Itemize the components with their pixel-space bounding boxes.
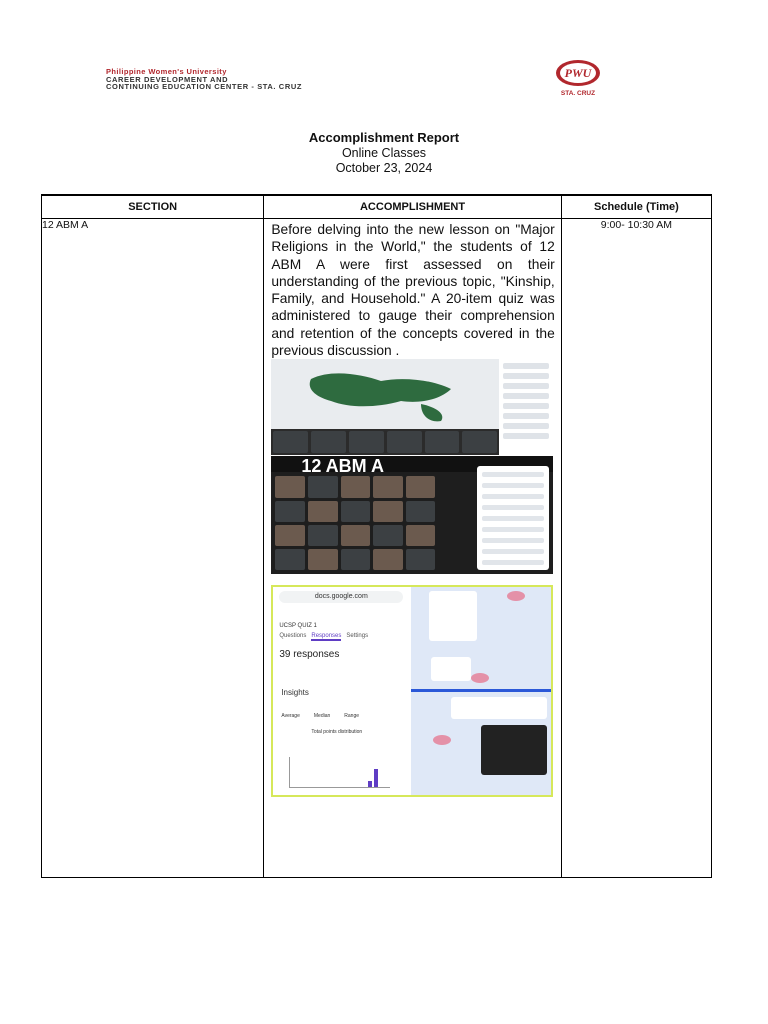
video-grid — [275, 476, 435, 570]
people-panel — [477, 466, 549, 570]
org-dept-line1: CAREER DEVELOPMENT AND — [106, 74, 229, 84]
report-date: October 23, 2024 — [335, 161, 433, 175]
distribution-bar-1 — [368, 781, 372, 787]
header-section: SECTION — [42, 195, 264, 219]
chat-card-1 — [429, 591, 477, 641]
accomplishment-text: Before delving into the new lesson on "Major Religions in the World," the students of 12 ABM A were first assessed on their understanding of the previous topic, "Kinship, Family, and Household." A 20-item quiz was administered to gauge their comprehension and retention of the concepts covered in the previous discussion . — [271, 222, 555, 359]
browser-url-bar: docs.google.com — [279, 591, 403, 603]
table-row — [42, 219, 712, 878]
org-dept-line2: CONTINUING EDUCATION CENTER - STA. CRUZ — [106, 82, 303, 91]
report-subtitle: Online Classes — [341, 146, 427, 160]
chat-divider — [411, 689, 553, 692]
accomplishment-table — [41, 194, 712, 878]
lips-decoration-2 — [471, 673, 489, 683]
stat-median: Median — [313, 713, 331, 720]
points-distribution-chart — [289, 757, 390, 788]
meet-participants-panel — [499, 359, 553, 455]
video-tiles-strip — [271, 429, 499, 455]
screenshot-meet-grid — [271, 456, 553, 574]
stat-average: Average — [281, 713, 300, 720]
chat-card-3 — [451, 697, 547, 719]
insights-heading: Insights — [281, 688, 309, 698]
header-accomplishment: ACCOMPLISHMENT — [264, 195, 561, 219]
logo-text: PWU — [564, 66, 592, 80]
chat-photo — [481, 725, 547, 775]
responses-count: 39 responses — [279, 649, 340, 661]
organization-header — [106, 68, 302, 91]
stat-range: Range — [344, 713, 360, 720]
quiz-name: UCSP QUIZ 1 — [279, 623, 317, 630]
distribution-title: Total points distribution — [311, 729, 363, 736]
messenger-screenshots — [411, 585, 553, 797]
logo-caption: STA. CRUZ — [560, 90, 596, 97]
org-name: Philippine Women's University — [106, 67, 227, 76]
lips-decoration-3 — [433, 735, 451, 745]
lips-decoration-1 — [507, 591, 525, 601]
world-map-slide — [271, 359, 499, 429]
cell-section: 12 ABM A — [42, 219, 264, 878]
table-header-row — [42, 195, 712, 219]
header-schedule: Schedule (Time) — [561, 195, 711, 219]
distribution-bar-2 — [374, 769, 378, 787]
chat-card-2 — [431, 657, 471, 681]
map-shape — [271, 359, 499, 429]
tab-questions: Questions — [279, 633, 307, 640]
google-form-responses — [271, 585, 413, 797]
report-title: Accomplishment Report — [308, 130, 460, 145]
tab-responses: Responses — [311, 633, 342, 640]
stats-row — [281, 713, 411, 719]
report-title-block — [0, 130, 768, 176]
pwu-logo — [548, 58, 608, 98]
form-tabs — [279, 633, 411, 639]
class-banner: 12 ABM A — [271, 456, 553, 472]
cell-schedule: 9:00- 10:30 AM — [561, 219, 711, 878]
cell-accomplishment — [264, 219, 561, 878]
screenshot-quiz-results — [271, 585, 553, 797]
screenshot-meet-map — [271, 359, 553, 455]
tab-settings: Settings — [346, 633, 369, 640]
